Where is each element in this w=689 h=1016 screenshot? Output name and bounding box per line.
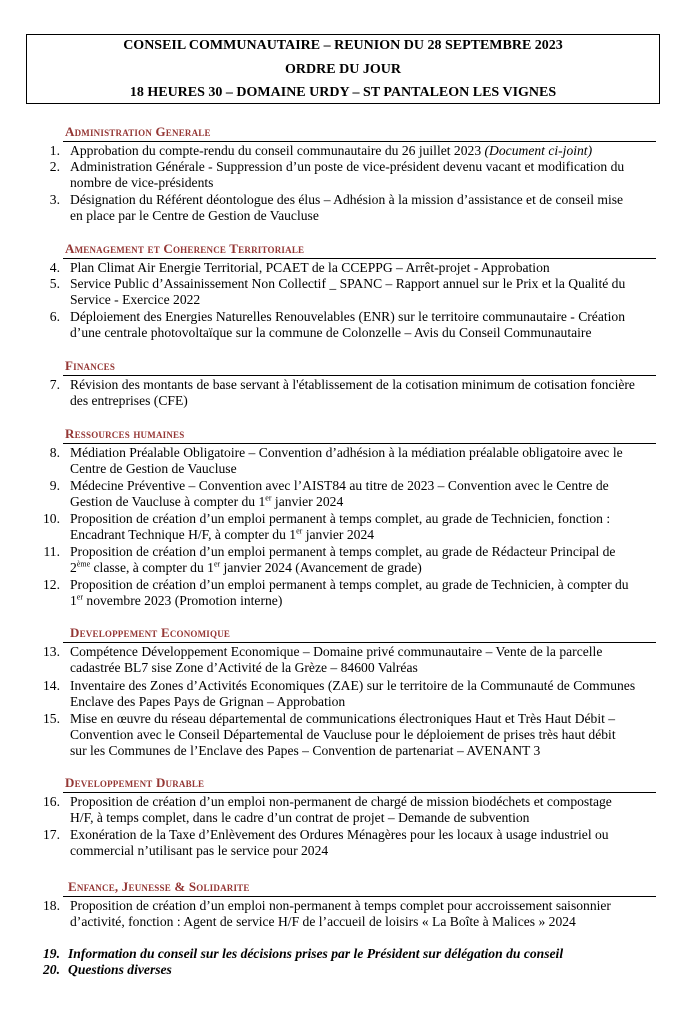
item-text: Convention avec le Conseil Départemental de Vaucluse pour le déploiement de prises très haut débit [70, 727, 616, 742]
section-divider [63, 642, 656, 643]
header-subtitle: ORDRE DU JOUR [285, 62, 401, 77]
item-text: en place par le Centre de Gestion de Vaucluse [70, 208, 319, 223]
section-divider [63, 258, 656, 259]
item-text: Service Public d’Assainissement Non Collectif _ SPANC – Rapport annuel sur le Prix et la Qualité du [70, 276, 626, 291]
item-number: 4. [49, 260, 60, 275]
item-number: 11. [43, 544, 60, 559]
item-text: Gestion de Vaucluse à compter du 1 [70, 494, 266, 509]
item-text: des entreprises (CFE) [70, 393, 188, 408]
item-text: nombre de vice-présidents [70, 175, 214, 190]
item-number: 7. [49, 377, 60, 392]
item-text: Proposition de création d’un emploi non-permanent de chargé de mission biodéchets et compostage [70, 794, 612, 809]
item-text: Compétence Développement Economique – Domaine privé communautaire – Vente de la parcelle [70, 644, 603, 659]
item-number: 16. [43, 794, 60, 809]
item-text: Inventaire des Zones d’Activités Economiques (ZAE) sur le territoire de la Communauté de Communes [70, 678, 636, 693]
section-title-finances: Finances [65, 358, 116, 373]
item-number: 17. [43, 827, 60, 842]
section-divider [63, 443, 656, 444]
section-title-amenagement: Amenagement et Coherence Territoriale [65, 241, 305, 256]
header-title: CONSEIL COMMUNAUTAIRE – REUNION DU 28 SEPTEMBRE 2023 [123, 38, 563, 53]
header-time-place: 18 HEURES 30 – DOMAINE URDY – ST PANTALEON LES VIGNES [129, 85, 557, 100]
item-text: Centre de Gestion de Vaucluse [70, 461, 237, 476]
section-divider [63, 375, 656, 376]
agenda-header [26, 34, 660, 104]
item-text: H/F, à temps complet, dans le cadre d’un contrat de projet – Demande de subvention [70, 810, 530, 825]
item-number: 10. [43, 511, 60, 526]
item-text: Désignation du Référent déontologue des élus – Adhésion à la mission d’assistance et de conseil mise [70, 192, 624, 207]
item-text: Proposition de création d’un emploi permanent à temps complet, au grade de Technicien, fonction : [70, 511, 611, 526]
section-title-administration: Administration Generale [65, 124, 211, 139]
item-text: Mise en œuvre du réseau départemental de communications électroniques Haut et Très Haut Débit – [70, 711, 616, 726]
section-divider [63, 896, 656, 897]
item-number: 1. [49, 143, 60, 158]
item-text: Questions diverses [68, 962, 172, 977]
item-text: Plan Climat Air Energie Territorial, PCAET de la CCEPPG – Arrêt-projet - Approbation [70, 260, 550, 275]
item-number: 18. [43, 898, 60, 913]
item-number: 13. [43, 644, 60, 659]
item-text: sur les Communes de l’Enclave des Papes – Convention de partenariat – AVENANT 3 [70, 743, 541, 758]
item-text: 2 [70, 560, 77, 575]
section-title-enfance: Enfance, Jeunesse & Solidarite [68, 879, 250, 894]
item-text: d’activité, fonction : Agent de service H/F de l’accueil de loisirs « La Boîte à Malices » 2024 [70, 914, 576, 929]
item-number: 8. [49, 445, 60, 460]
item-text: Proposition de création d’un emploi non-permanent à temps complet pour accroissement saisonnier [70, 898, 611, 913]
item-text: Déploiement des Energies Naturelles Renouvelables (ENR) sur le territoire communautaire - Création [70, 309, 626, 324]
item-text: Enclave des Papes Pays de Grignan – Approbation [70, 694, 346, 709]
section-divider [63, 141, 656, 142]
item-note: (Document ci-joint) [484, 143, 593, 158]
item-text: commercial n’utilisant pas le service pour 2024 [70, 843, 329, 858]
item-number: 3. [49, 192, 60, 207]
item-text: Approbation du compte-rendu du conseil communautaire du 26 juillet 2023 [70, 143, 485, 158]
item-number: 5. [49, 276, 60, 291]
section-title-developpement-durable: Developpement Durable [65, 775, 205, 790]
item-number: 14. [43, 678, 60, 693]
item-number: 12. [43, 577, 60, 592]
item-text: 1 [70, 593, 77, 608]
item-text: Médecine Préventive – Convention avec l’AIST84 au titre de 2023 – Convention avec le Centre de [70, 478, 609, 493]
item-text: Médiation Préalable Obligatoire – Convention d’adhésion à la médiation préalable obligatoire avec le [70, 445, 623, 460]
item-text: Information du conseil sur les décisions prises par le Président sur délégation du conseil [68, 946, 564, 961]
item-number: 15. [43, 711, 60, 726]
item-text: Administration Générale - Suppression d’un poste de vice-président devenu vacant et modification du [70, 159, 625, 174]
item-text: Service - Exercice 2022 [70, 292, 201, 307]
item-text: Révision des montants de base servant à l'établissement de la cotisation minimum de cotisation foncière [70, 377, 635, 392]
section-divider [63, 792, 656, 793]
item-text: Proposition de création d’un emploi permanent à temps complet, au grade de Rédacteur Principal de [70, 544, 616, 559]
item-text: Exonération de la Taxe d’Enlèvement des Ordures Ménagères pour les locaux à usage industriel ou [70, 827, 609, 842]
section-title-rh: Ressources humaines [65, 426, 185, 441]
item-number: 20. [43, 962, 60, 977]
section-title-developpement-economique: Developpement Economique [70, 625, 231, 640]
item-number: 2. [49, 159, 60, 174]
item-number: 19. [43, 946, 60, 961]
item-text: d’une centrale photovoltaïque sur la commune de Colonzelle – Avis du Conseil Communautaire [70, 325, 592, 340]
item-number: 9. [49, 478, 60, 493]
item-text: Proposition de création d’un emploi permanent à temps complet, au grade de Technicien, à compter du [70, 577, 629, 592]
item-number: 6. [49, 309, 60, 324]
item-text: cadastrée BL7 sise Zone d’Activité de la Grèze – 84600 Valréas [70, 660, 418, 675]
item-text: Encadrant Technique H/F, à compter du 1 [70, 527, 297, 542]
